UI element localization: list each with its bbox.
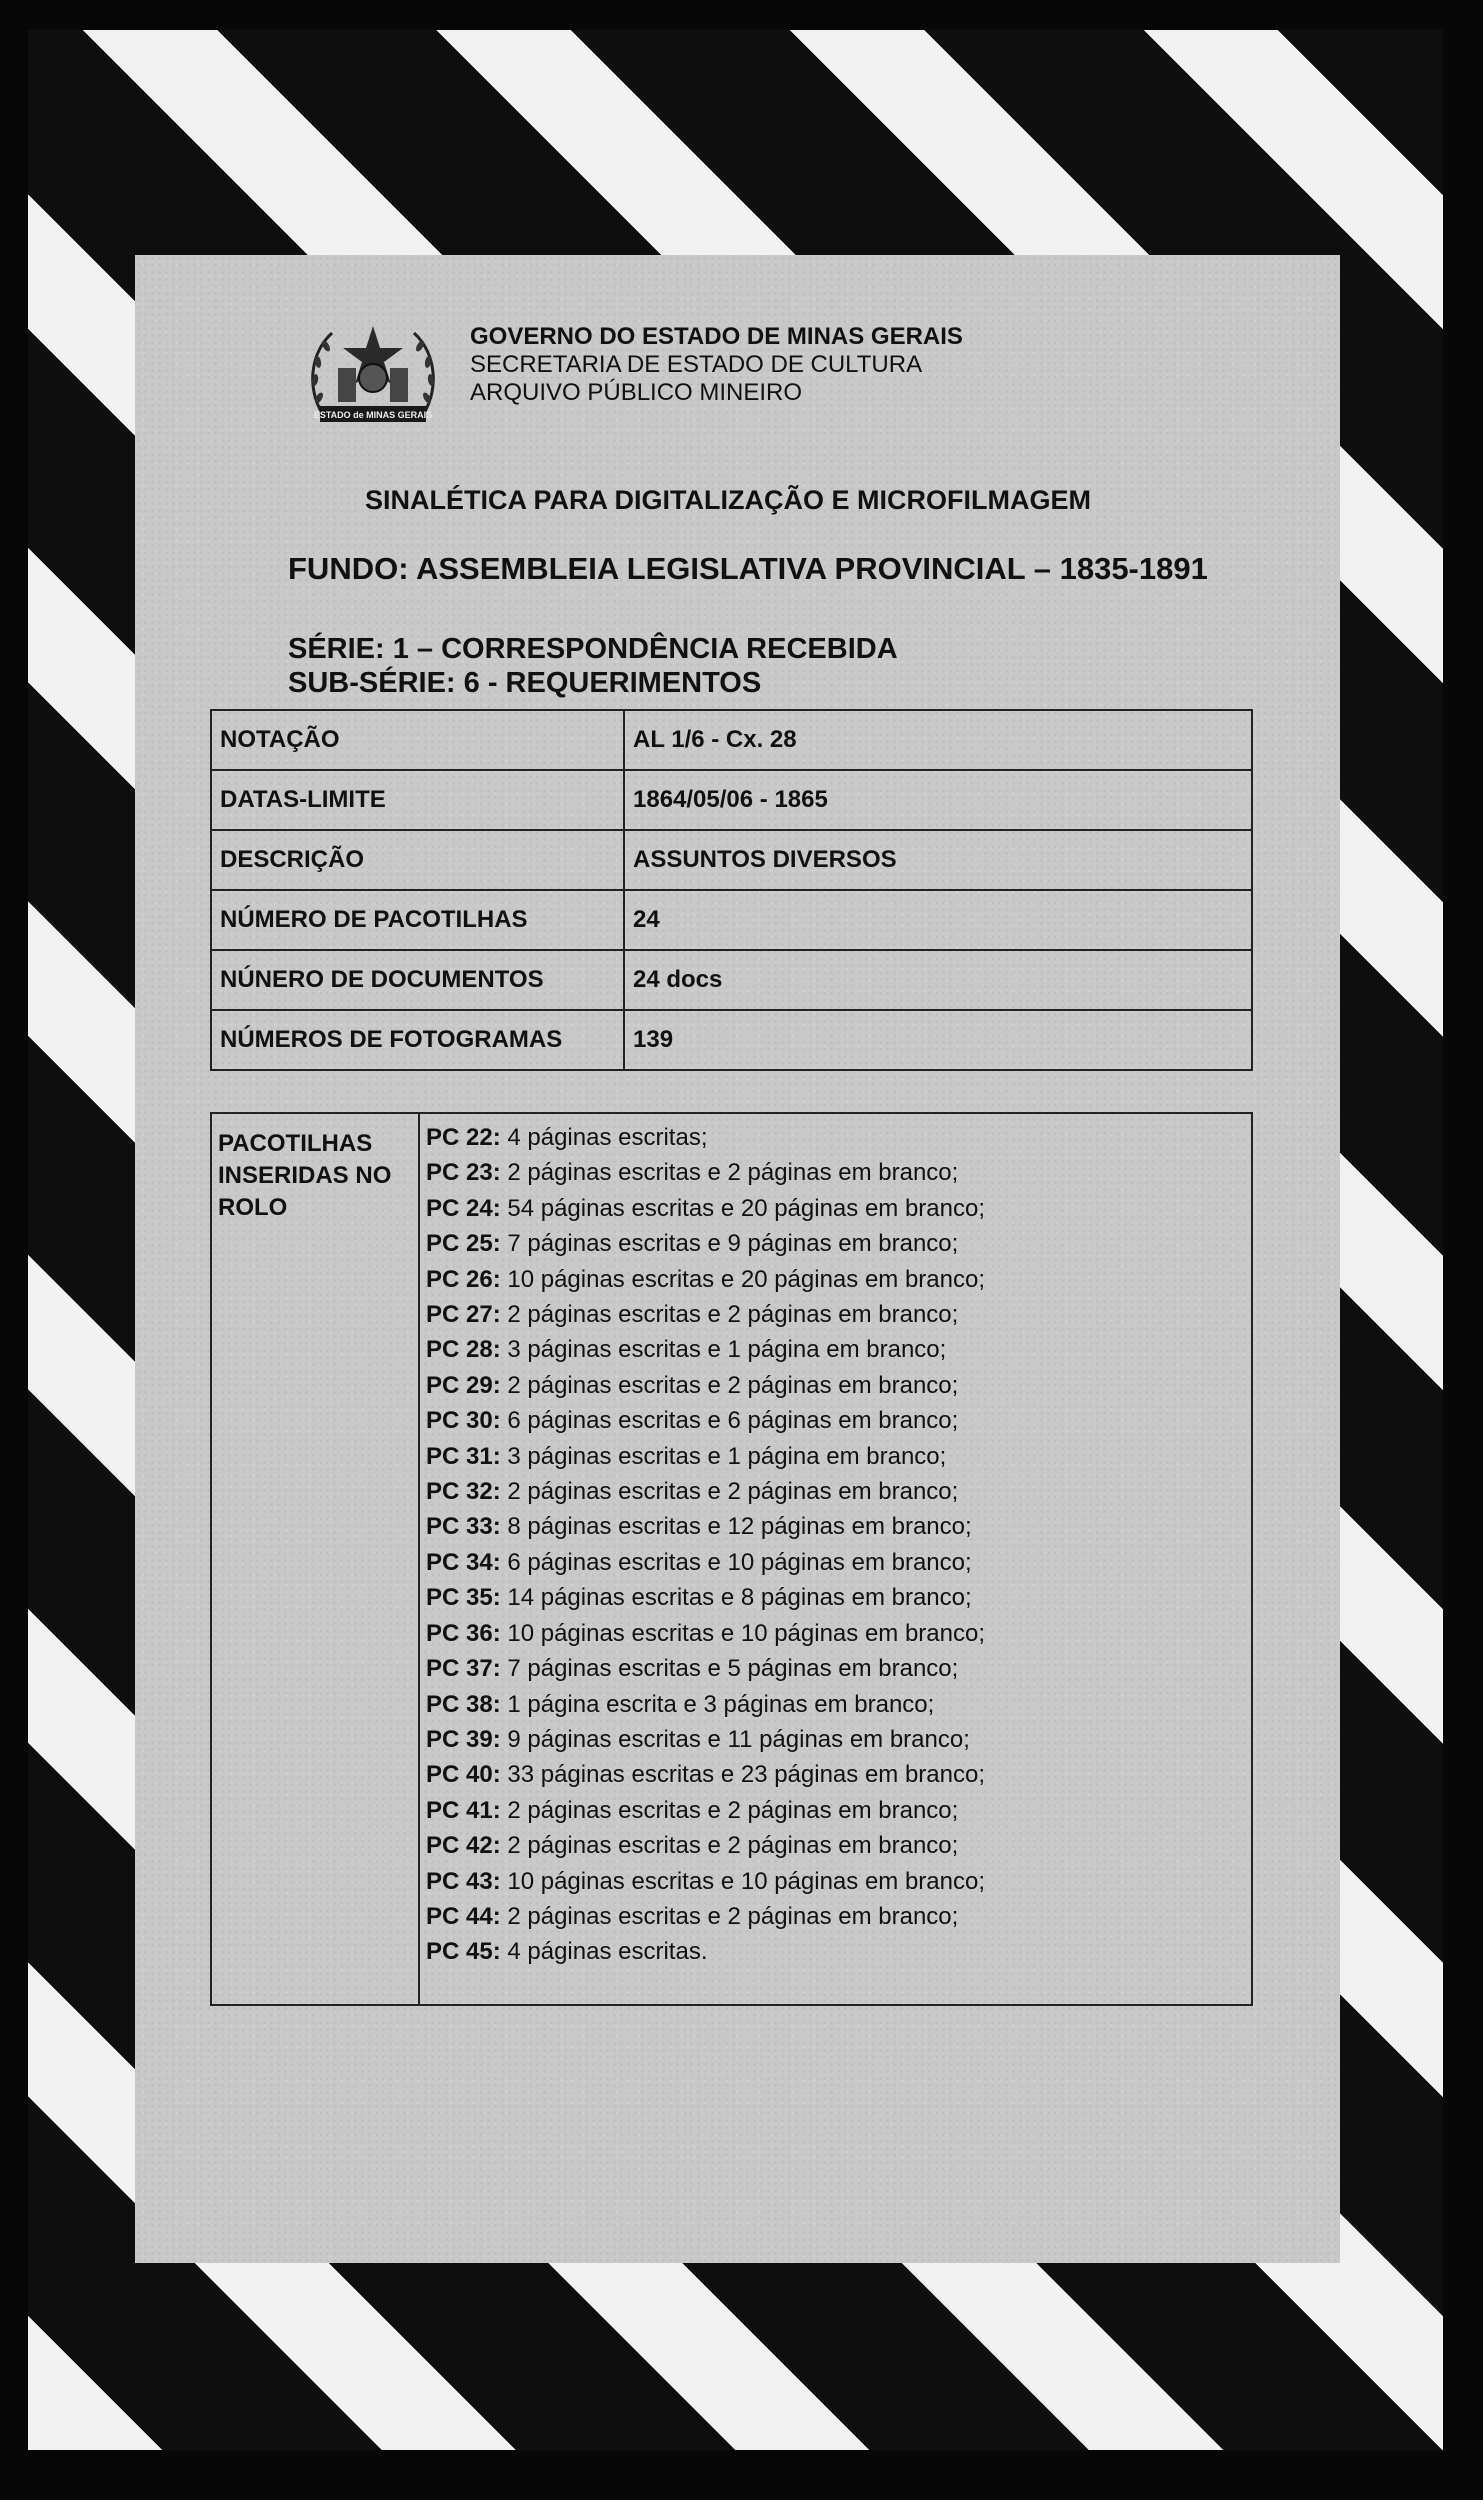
pc-number: PC 25: (426, 1230, 501, 1258)
list-item (426, 1474, 1245, 1509)
seal-banner-text: ESTADO de MINAS GERAIS (313, 410, 433, 420)
scan-border-bottom (0, 2450, 1483, 2500)
pc-number: PC 31: (426, 1442, 501, 1470)
pc-description: 2 páginas escritas e 2 páginas em branco; (507, 1796, 959, 1824)
state-coat-of-arms-seal (302, 318, 444, 438)
pc-number: PC 45: (426, 1938, 501, 1966)
pc-description: 10 páginas escritas e 10 páginas em branco; (507, 1619, 986, 1647)
datas-limite-label: DATAS-LIMITE (211, 770, 624, 830)
list-item (426, 1580, 1245, 1615)
scan-border-top (0, 0, 1483, 30)
pacotilhas-list (419, 1113, 1252, 2005)
secretariat-line: SECRETARIA DE ESTADO DE CULTURA (470, 351, 923, 378)
list-item (426, 1757, 1245, 1792)
archive-line: ARQUIVO PÚBLICO MINEIRO (470, 379, 803, 406)
notacao-value: AL 1/6 - Cx. 28 (624, 710, 1252, 770)
pc-number: PC 39: (426, 1725, 501, 1753)
list-item (426, 1226, 1245, 1261)
pacotilhas-count-label: NÚMERO DE PACOTILHAS (211, 890, 624, 950)
list-item (426, 1793, 1245, 1828)
table-row (211, 710, 1252, 770)
pc-description: 1 página escrita e 3 páginas em branco; (507, 1690, 935, 1718)
serie-heading: SÉRIE: 1 – CORRESPONDÊNCIA RECEBIDA (288, 633, 898, 665)
list-item (426, 1297, 1245, 1332)
pc-description: 2 páginas escritas e 2 páginas em branco; (507, 1159, 959, 1187)
pc-number: PC 27: (426, 1301, 501, 1329)
table-row (211, 770, 1252, 830)
descricao-label: DESCRIÇÃO (211, 830, 624, 890)
pc-number: PC 43: (426, 1867, 501, 1895)
list-item (426, 1616, 1245, 1651)
pc-description: 6 páginas escritas e 10 páginas em branco; (507, 1548, 972, 1576)
pacotilhas-label: PACOTILHAS INSERIDAS NO ROLO (211, 1113, 419, 2005)
list-item (426, 1120, 1245, 1155)
table-row (211, 890, 1252, 950)
pc-number: PC 37: (426, 1655, 501, 1683)
table-row (211, 1113, 1252, 2005)
descricao-value: ASSUNTOS DIVERSOS (624, 830, 1252, 890)
pc-number: PC 42: (426, 1832, 501, 1860)
pc-number: PC 38: (426, 1690, 501, 1718)
datas-limite-value: 1864/05/06 - 1865 (624, 770, 1252, 830)
target-card (135, 255, 1340, 2263)
pc-number: PC 35: (426, 1584, 501, 1612)
pc-description: 7 páginas escritas e 5 páginas em branco; (507, 1655, 959, 1683)
fotogramas-count-value: 139 (624, 1010, 1252, 1070)
pc-number: PC 40: (426, 1761, 501, 1789)
pc-number: PC 33: (426, 1513, 501, 1541)
document-title: SINALÉTICA PARA DIGITALIZAÇÃO E MICROFILMAGEM (365, 485, 1091, 515)
pc-description: 6 páginas escritas e 6 páginas em branco; (507, 1407, 959, 1435)
pc-number: PC 24: (426, 1194, 501, 1222)
pc-description: 8 páginas escritas e 12 páginas em branco; (507, 1513, 972, 1541)
institution-header (470, 323, 963, 407)
pc-number: PC 22: (426, 1124, 501, 1151)
pc-description: 7 páginas escritas e 9 páginas em branco; (507, 1230, 959, 1258)
documentos-count-label: NÚNERO DE DOCUMENTOS (211, 950, 624, 1010)
pc-number: PC 29: (426, 1371, 501, 1399)
pc-description: 33 páginas escritas e 23 páginas em branco; (507, 1761, 986, 1789)
list-item (426, 1191, 1245, 1226)
list-item (426, 1899, 1245, 1934)
pc-number: PC 41: (426, 1796, 501, 1824)
pc-description: 2 páginas escritas e 2 páginas em branco; (507, 1301, 959, 1329)
pc-description: 54 páginas escritas e 20 páginas em branco; (507, 1194, 986, 1222)
list-item (426, 1262, 1245, 1297)
pc-description: 14 páginas escritas e 8 páginas em branco; (507, 1584, 972, 1612)
table-row (211, 830, 1252, 890)
list-item (426, 1439, 1245, 1474)
pc-description: 2 páginas escritas e 2 páginas em branco; (507, 1371, 959, 1399)
pc-description: 3 páginas escritas e 1 página em branco; (507, 1442, 947, 1470)
list-item (426, 1368, 1245, 1403)
pc-description: 3 páginas escritas e 1 página em branco; (507, 1336, 947, 1364)
list-item (426, 1545, 1245, 1580)
documentos-count-value: 24 docs (624, 950, 1252, 1010)
pc-description: 2 páginas escritas e 2 páginas em branco; (507, 1832, 959, 1860)
pc-description: 10 páginas escritas e 20 páginas em branco; (507, 1265, 986, 1293)
pc-description: 2 páginas escritas e 2 páginas em branco; (507, 1902, 959, 1930)
scan-border-right (1443, 0, 1483, 2500)
government-line: GOVERNO DO ESTADO DE MINAS GERAIS (470, 323, 963, 350)
pc-number: PC 28: (426, 1336, 501, 1364)
pc-description: 9 páginas escritas e 11 páginas em branco; (507, 1725, 970, 1753)
table-row (211, 1010, 1252, 1070)
subserie-heading: SUB-SÉRIE: 6 - REQUERIMENTOS (288, 667, 762, 699)
fotogramas-count-label: NÚMEROS DE FOTOGRAMAS (211, 1010, 624, 1070)
pc-description: 4 páginas escritas. (507, 1938, 708, 1966)
list-item (426, 1934, 1245, 1969)
pc-number: PC 34: (426, 1548, 501, 1576)
pc-number: PC 44: (426, 1902, 501, 1930)
pc-number: PC 23: (426, 1159, 501, 1187)
list-item (426, 1332, 1245, 1367)
fundo-heading: FUNDO: ASSEMBLEIA LEGISLATIVA PROVINCIAL – 1835-1891 (288, 551, 1208, 586)
pacotilhas-table (210, 1112, 1253, 2006)
pc-description: 2 páginas escritas e 2 páginas em branco; (507, 1478, 959, 1506)
pacotilhas-count-value: 24 (624, 890, 1252, 950)
pc-description: 10 páginas escritas e 10 páginas em branco; (507, 1867, 986, 1895)
list-item (426, 1828, 1245, 1863)
pc-number: PC 32: (426, 1478, 501, 1506)
list-item (426, 1403, 1245, 1438)
pc-number: PC 30: (426, 1407, 501, 1435)
list-item (426, 1651, 1245, 1686)
table-row (211, 950, 1252, 1010)
pc-number: PC 36: (426, 1619, 501, 1647)
notacao-label: NOTAÇÃO (211, 710, 624, 770)
series-block (288, 632, 898, 700)
pc-description: 4 páginas escritas; (507, 1124, 708, 1151)
list-item (426, 1687, 1245, 1722)
pc-number: PC 26: (426, 1265, 501, 1293)
metadata-table (210, 709, 1253, 1071)
list-item (426, 1864, 1245, 1899)
list-item (426, 1509, 1245, 1544)
scan-border-left (0, 0, 28, 2500)
list-item (426, 1722, 1245, 1757)
list-item (426, 1155, 1245, 1190)
